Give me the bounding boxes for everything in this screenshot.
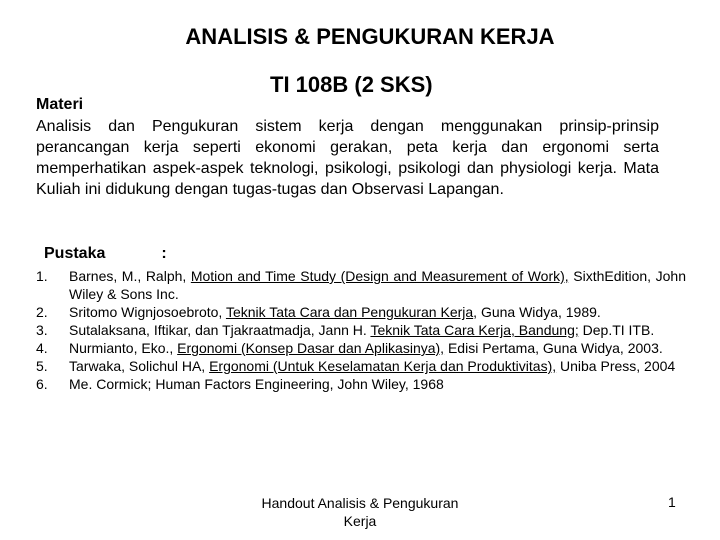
reference-title: Ergonomi (Konsep Dasar dan Aplikasinya), <box>177 340 445 356</box>
materi-body: Analisis dan Pengukuran sistem kerja dengan menggunakan prinsip-prinsip perancangan kerja seperti ekonomi gerakan, peta kerja dan ergonomi serta memperhatikan aspek-aspek teknologi, psikologi, psikologi dan physiologi kerja. Mata Kuliah ini didukung dengan tugas-tugas dan Observasi Lapangan. <box>36 118 659 198</box>
reference-number: 6. <box>36 376 48 392</box>
reference-title: Motion and Time Study (Design and Measurement of Work), <box>190 268 569 284</box>
reference-item <box>36 339 686 357</box>
reference-title: Ergonomi (Untuk Keselamatan Kerja dan Produktivitas), <box>209 358 557 374</box>
reference-text: Sritomo Wignjosoebroto, Teknik Tata Cara dan Pengukuran Kerja, Guna Widya, 1989. <box>69 304 601 320</box>
reference-number: 1. <box>36 268 48 284</box>
page-number: 1 <box>668 494 676 510</box>
reference-item <box>36 321 686 339</box>
reference-number: 5. <box>36 358 48 374</box>
reference-title: Teknik Tata Cara Kerja, Bandung; <box>370 322 579 338</box>
reference-text: Sutalaksana, Iftikar, dan Tjakraatmadja, Jann H. Teknik Tata Cara Kerja, Bandung; Dep.TI ITB. <box>69 322 655 338</box>
materi-heading: Materi <box>36 96 84 113</box>
pustaka-heading <box>44 245 167 263</box>
reference-text: Nurmianto, Eko., Ergonomi (Konsep Dasar dan Aplikasinya), Edisi Pertama, Guna Widya, 2003. <box>69 340 663 356</box>
reference-item <box>36 303 686 321</box>
page-title: ANALISIS & PENGUKURAN KERJA <box>185 24 555 49</box>
course-code: TI 108B (2 SKS) <box>270 72 433 97</box>
reference-item <box>36 267 686 303</box>
reference-title: Teknik Tata Cara dan Pengukuran Kerja <box>225 304 474 320</box>
reference-text: Me. Cormick; Human Factors Engineering, John Wiley, 1968 <box>69 376 444 392</box>
pustaka-label: Pustaka <box>44 245 106 262</box>
reference-list <box>36 267 686 393</box>
reference-text: Tarwaka, Solichul HA, Ergonomi (Untuk Keselamatan Kerja dan Produktivitas), Uniba Press, 2004 <box>69 358 676 374</box>
footer-handout-title: Handout Analisis & Pengukuran Kerja <box>261 495 459 529</box>
reference-number: 4. <box>36 340 48 356</box>
pustaka-colon: : <box>161 245 167 262</box>
reference-number: 3. <box>36 322 48 338</box>
reference-number: 2. <box>36 304 48 320</box>
reference-item <box>36 357 686 375</box>
reference-item <box>36 375 686 393</box>
reference-text: Barnes, M., Ralph, Motion and Time Study (Design and Measurement of Work), SixthEdition, John Wiley & Sons Inc. <box>69 268 686 302</box>
